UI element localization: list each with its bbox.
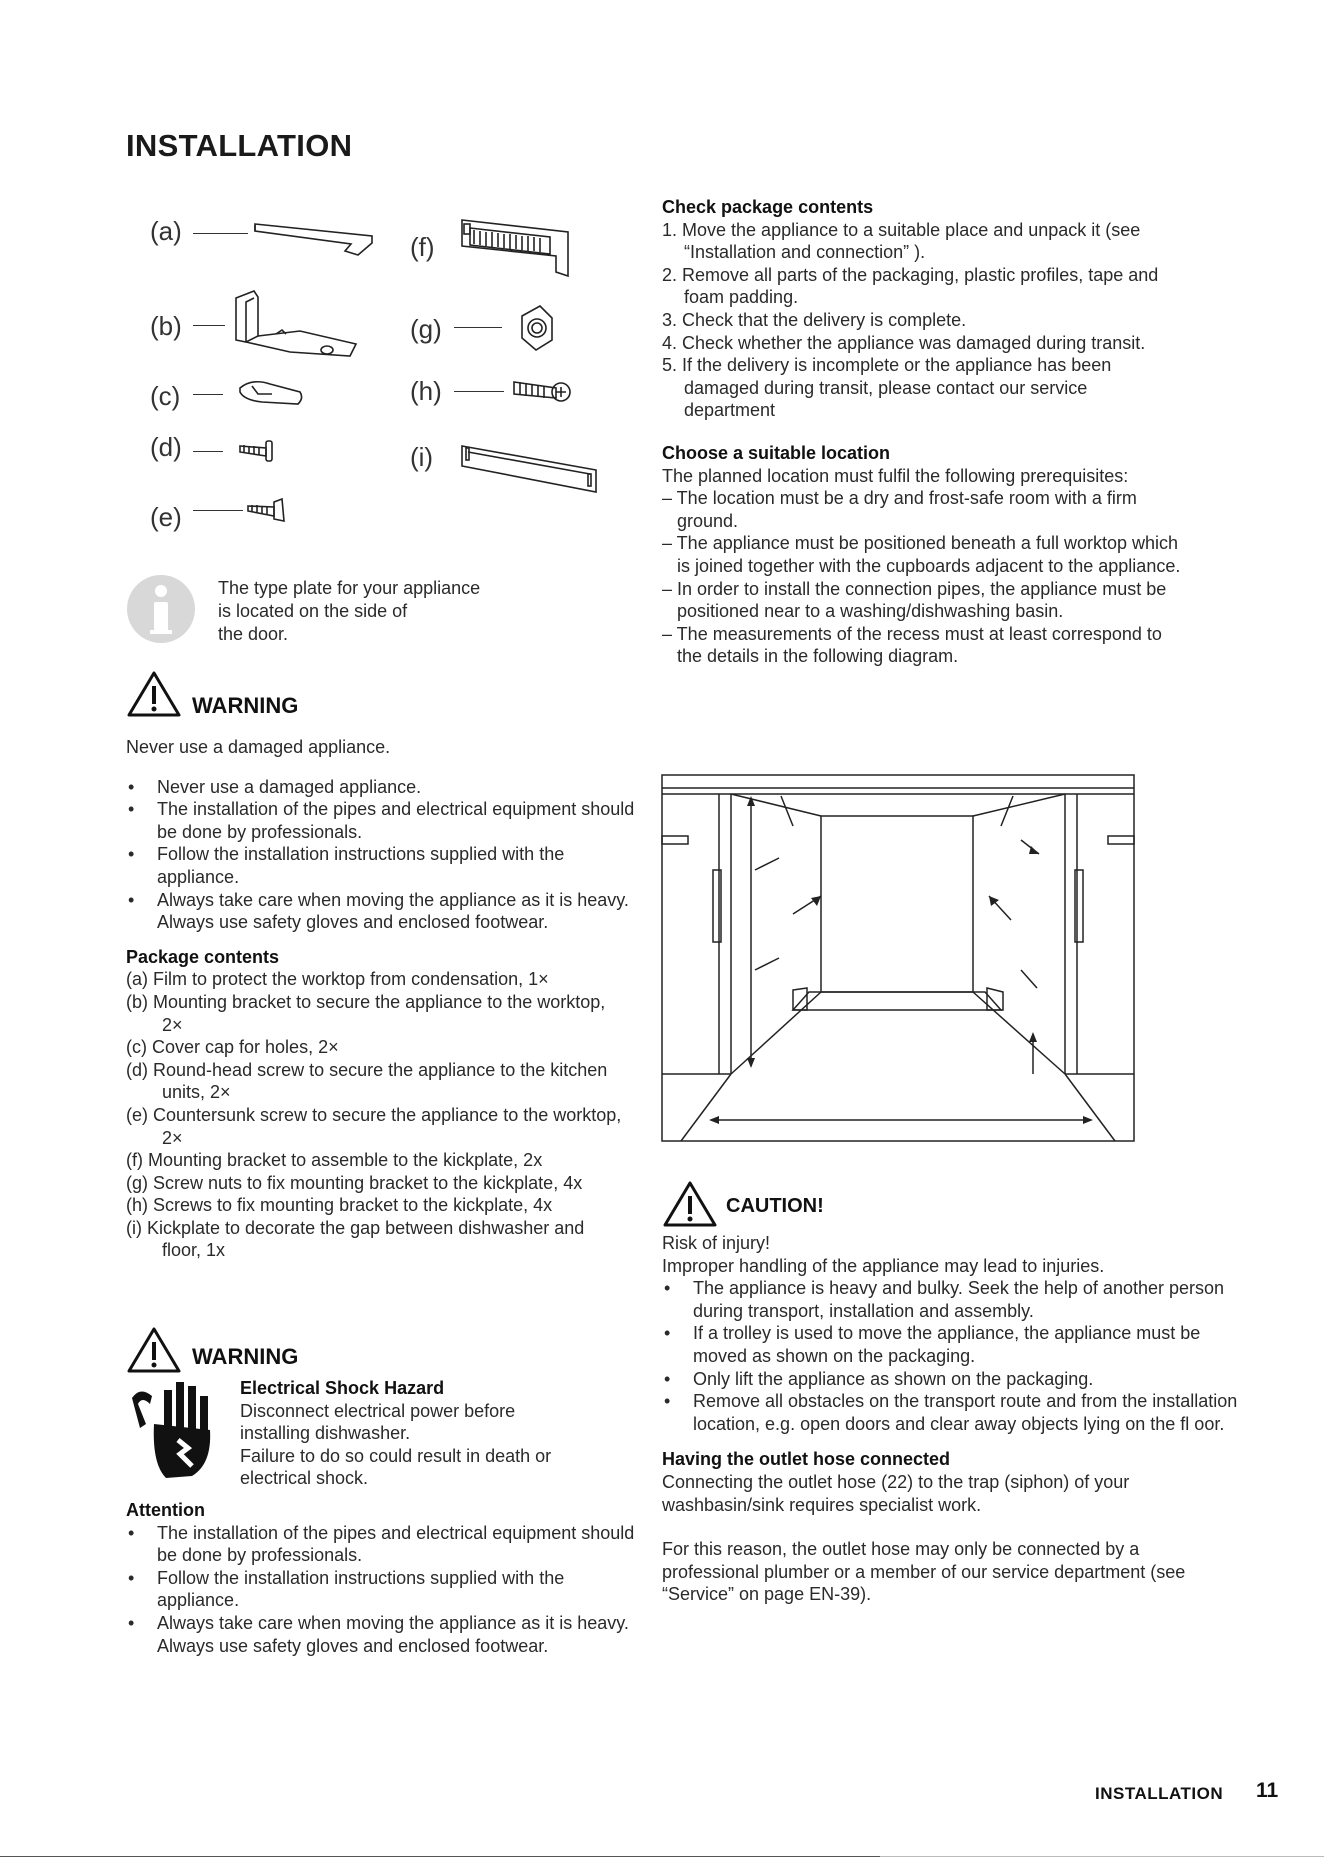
part-label-b: (b) <box>150 311 182 341</box>
screw-nut-icon <box>522 306 552 350</box>
bottom-rule <box>0 1856 880 1857</box>
warning-intro: Never use a damaged appliance. <box>126 737 391 757</box>
list-item: 2. Remove all parts of the packaging, plastic profiles, tape and foam padding. <box>662 264 1159 308</box>
attention-section <box>126 1499 636 1657</box>
warning-triangle-icon <box>126 1326 182 1374</box>
right-column-top <box>662 196 1182 668</box>
recess-diagram <box>661 774 1135 1142</box>
part-label-h: (h) <box>410 376 442 406</box>
list-item: • If a trolley is used to move the appliance, the appliance must be moved as shown on the packaging. <box>662 1322 1242 1367</box>
part-label-a: (a) <box>150 216 182 246</box>
package-contents-heading: Package contents <box>126 946 280 967</box>
list-item: • Always take care when moving the appliance as it is heavy. Always use safety gloves and enclosed footwear. <box>126 1612 636 1657</box>
list-item: – The appliance must be positioned beneath a full worktop which is joined together with the cupboards adjacent to the appliance. <box>662 533 1181 576</box>
kickplate-bracket-icon <box>462 220 568 276</box>
bottom-rule <box>880 1856 1324 1857</box>
type-plate-note: The type plate for your appliance is located on the side of the door. <box>218 578 481 644</box>
list-item: – The measurements of the recess must at least correspond to the details in the following diagram. <box>662 623 1162 667</box>
list-item: • Follow the installation instructions supplied with the appliance. <box>126 1567 636 1612</box>
part-label-e: (e) <box>150 502 182 532</box>
list-item: (g) Screw nuts to fix mounting bracket to the kickplate, 4x <box>126 1172 583 1193</box>
list-item: • The installation of the pipes and electrical equipment should be done by professionals. <box>126 1522 636 1567</box>
parts-drawings <box>0 0 620 540</box>
part-label-d: (d) <box>150 432 182 462</box>
list-item: • Follow the installation instructions supplied with the appliance. <box>126 843 646 888</box>
list-item: • Remove all obstacles on the transport route and from the installation location, e.g. open doors and clear away objects lying on the fl oor. <box>662 1390 1242 1435</box>
list-item: (b) Mounting bracket to secure the appliance to the worktop, 2× <box>126 991 606 1035</box>
part-label-g: (g) <box>410 314 442 344</box>
location-heading: Choose a suitable location <box>662 442 891 463</box>
warning-title: WARNING <box>192 1344 299 1369</box>
outlet-hose-heading: Having the outlet hose connected <box>662 1449 951 1470</box>
footer-section-label: INSTALLATION <box>1095 1784 1224 1803</box>
list-item: 4. Check whether the appliance was damaged during transit. <box>662 332 1146 353</box>
list-item: • The installation of the pipes and electrical equipment should be done by professionals. <box>126 798 646 843</box>
warning-bullets <box>126 776 646 934</box>
countersunk-screw-icon <box>248 499 284 521</box>
list-item: (i) Kickplate to decorate the gap between dishwasher and floor, 1x <box>126 1217 585 1261</box>
list-item: 1. Move the appliance to a suitable place and unpack it (see “Installation and connection” ). <box>662 219 1141 263</box>
part-label-c: (c) <box>150 381 181 411</box>
round-head-screw-icon <box>240 441 272 461</box>
list-item: 3. Check that the delivery is complete. <box>662 309 967 330</box>
page-number: 11 <box>1256 1779 1279 1802</box>
list-item: 5. If the delivery is incomplete or the appliance has been damaged during transit, please contact our service department <box>662 355 1112 421</box>
cover-cap-icon <box>240 382 302 404</box>
caution-triangle-icon <box>662 1180 718 1228</box>
screw-icon <box>514 382 570 401</box>
list-item: • Always take care when moving the appliance as it is heavy. Always use safety gloves and enclosed footwear. <box>126 889 646 934</box>
attention-heading: Attention <box>126 1500 205 1520</box>
list-item: • Only lift the appliance as shown on the packaging. <box>662 1368 1242 1391</box>
list-item: • The appliance is heavy and bulky. Seek the help of another person during transport, installation and assembly. <box>662 1277 1242 1322</box>
caution-section: Risk of injury! Improper handling of the appliance may lead to injuries. • The appliance is heavy and bulky. Seek the help of another person during transport, installation and assembly. • If a trolley is used to move the appliance, the appliance must be moved as shown on the packaging. • Only lift the appliance as shown on the packaging. • Remove all obstacles on the transport route and from the installation location, e.g. open doors and clear away objects lying on the fl oor. Having the outlet hose connected Connecting the outlet hose (22) to the trap (siphon) of your washbasin/sink requires specialist work. For this reason, the outlet hose may only be connected by a professional plumber or a member of our service department (see “Service” on page EN-39). <box>662 1232 1242 1606</box>
electrical-shock-icon <box>126 1374 226 1484</box>
part-label-i: (i) <box>410 442 434 472</box>
left-column <box>126 736 646 1262</box>
info-icon <box>126 574 196 644</box>
list-item: (h) Screws to fix mounting bracket to the kickplate, 4x <box>126 1195 553 1216</box>
list-item: • Never use a damaged appliance. <box>126 776 646 799</box>
list-item: – In order to install the connection pipes, the appliance must be positioned near to a washing/dishwashing basin. <box>662 578 1167 622</box>
kickplate-icon <box>462 446 596 492</box>
caution-bullets <box>662 1277 1242 1435</box>
shock-hazard-text: Electrical Shock Hazard Disconnect electrical power before installing dishwasher. Failure to do so could result in death or electrical shock. <box>240 1377 640 1490</box>
list-item: (a) Film to protect the worktop from condensation, 1× <box>126 969 549 990</box>
caution-title: CAUTION! <box>726 1195 824 1217</box>
warning-title: WARNING <box>192 693 299 718</box>
mounting-bracket-icon <box>236 291 356 356</box>
attention-bullets <box>126 1522 636 1658</box>
page-title: INSTALLATION <box>126 128 353 163</box>
list-item: – The location must be a dry and frost-safe room with a firm ground. <box>662 488 1137 531</box>
film-strip-icon <box>255 224 372 255</box>
list-item: (e) Countersunk screw to secure the appliance to the worktop, 2× <box>126 1104 622 1148</box>
shock-hazard-title: Electrical Shock Hazard <box>240 1378 445 1398</box>
package-contents-list <box>126 968 626 1262</box>
warning-triangle-icon <box>126 670 182 718</box>
location-intro: The planned location must fulfil the following prerequisites: <box>662 465 1129 486</box>
list-item: (c) Cover cap for holes, 2× <box>126 1037 339 1058</box>
list-item: (f) Mounting bracket to assemble to the kickplate, 2x <box>126 1150 543 1171</box>
part-label-f: (f) <box>410 232 435 262</box>
list-item: (d) Round-head screw to secure the appliance to the kitchen units, 2× <box>126 1059 608 1103</box>
check-package-heading: Check package contents <box>662 197 874 217</box>
